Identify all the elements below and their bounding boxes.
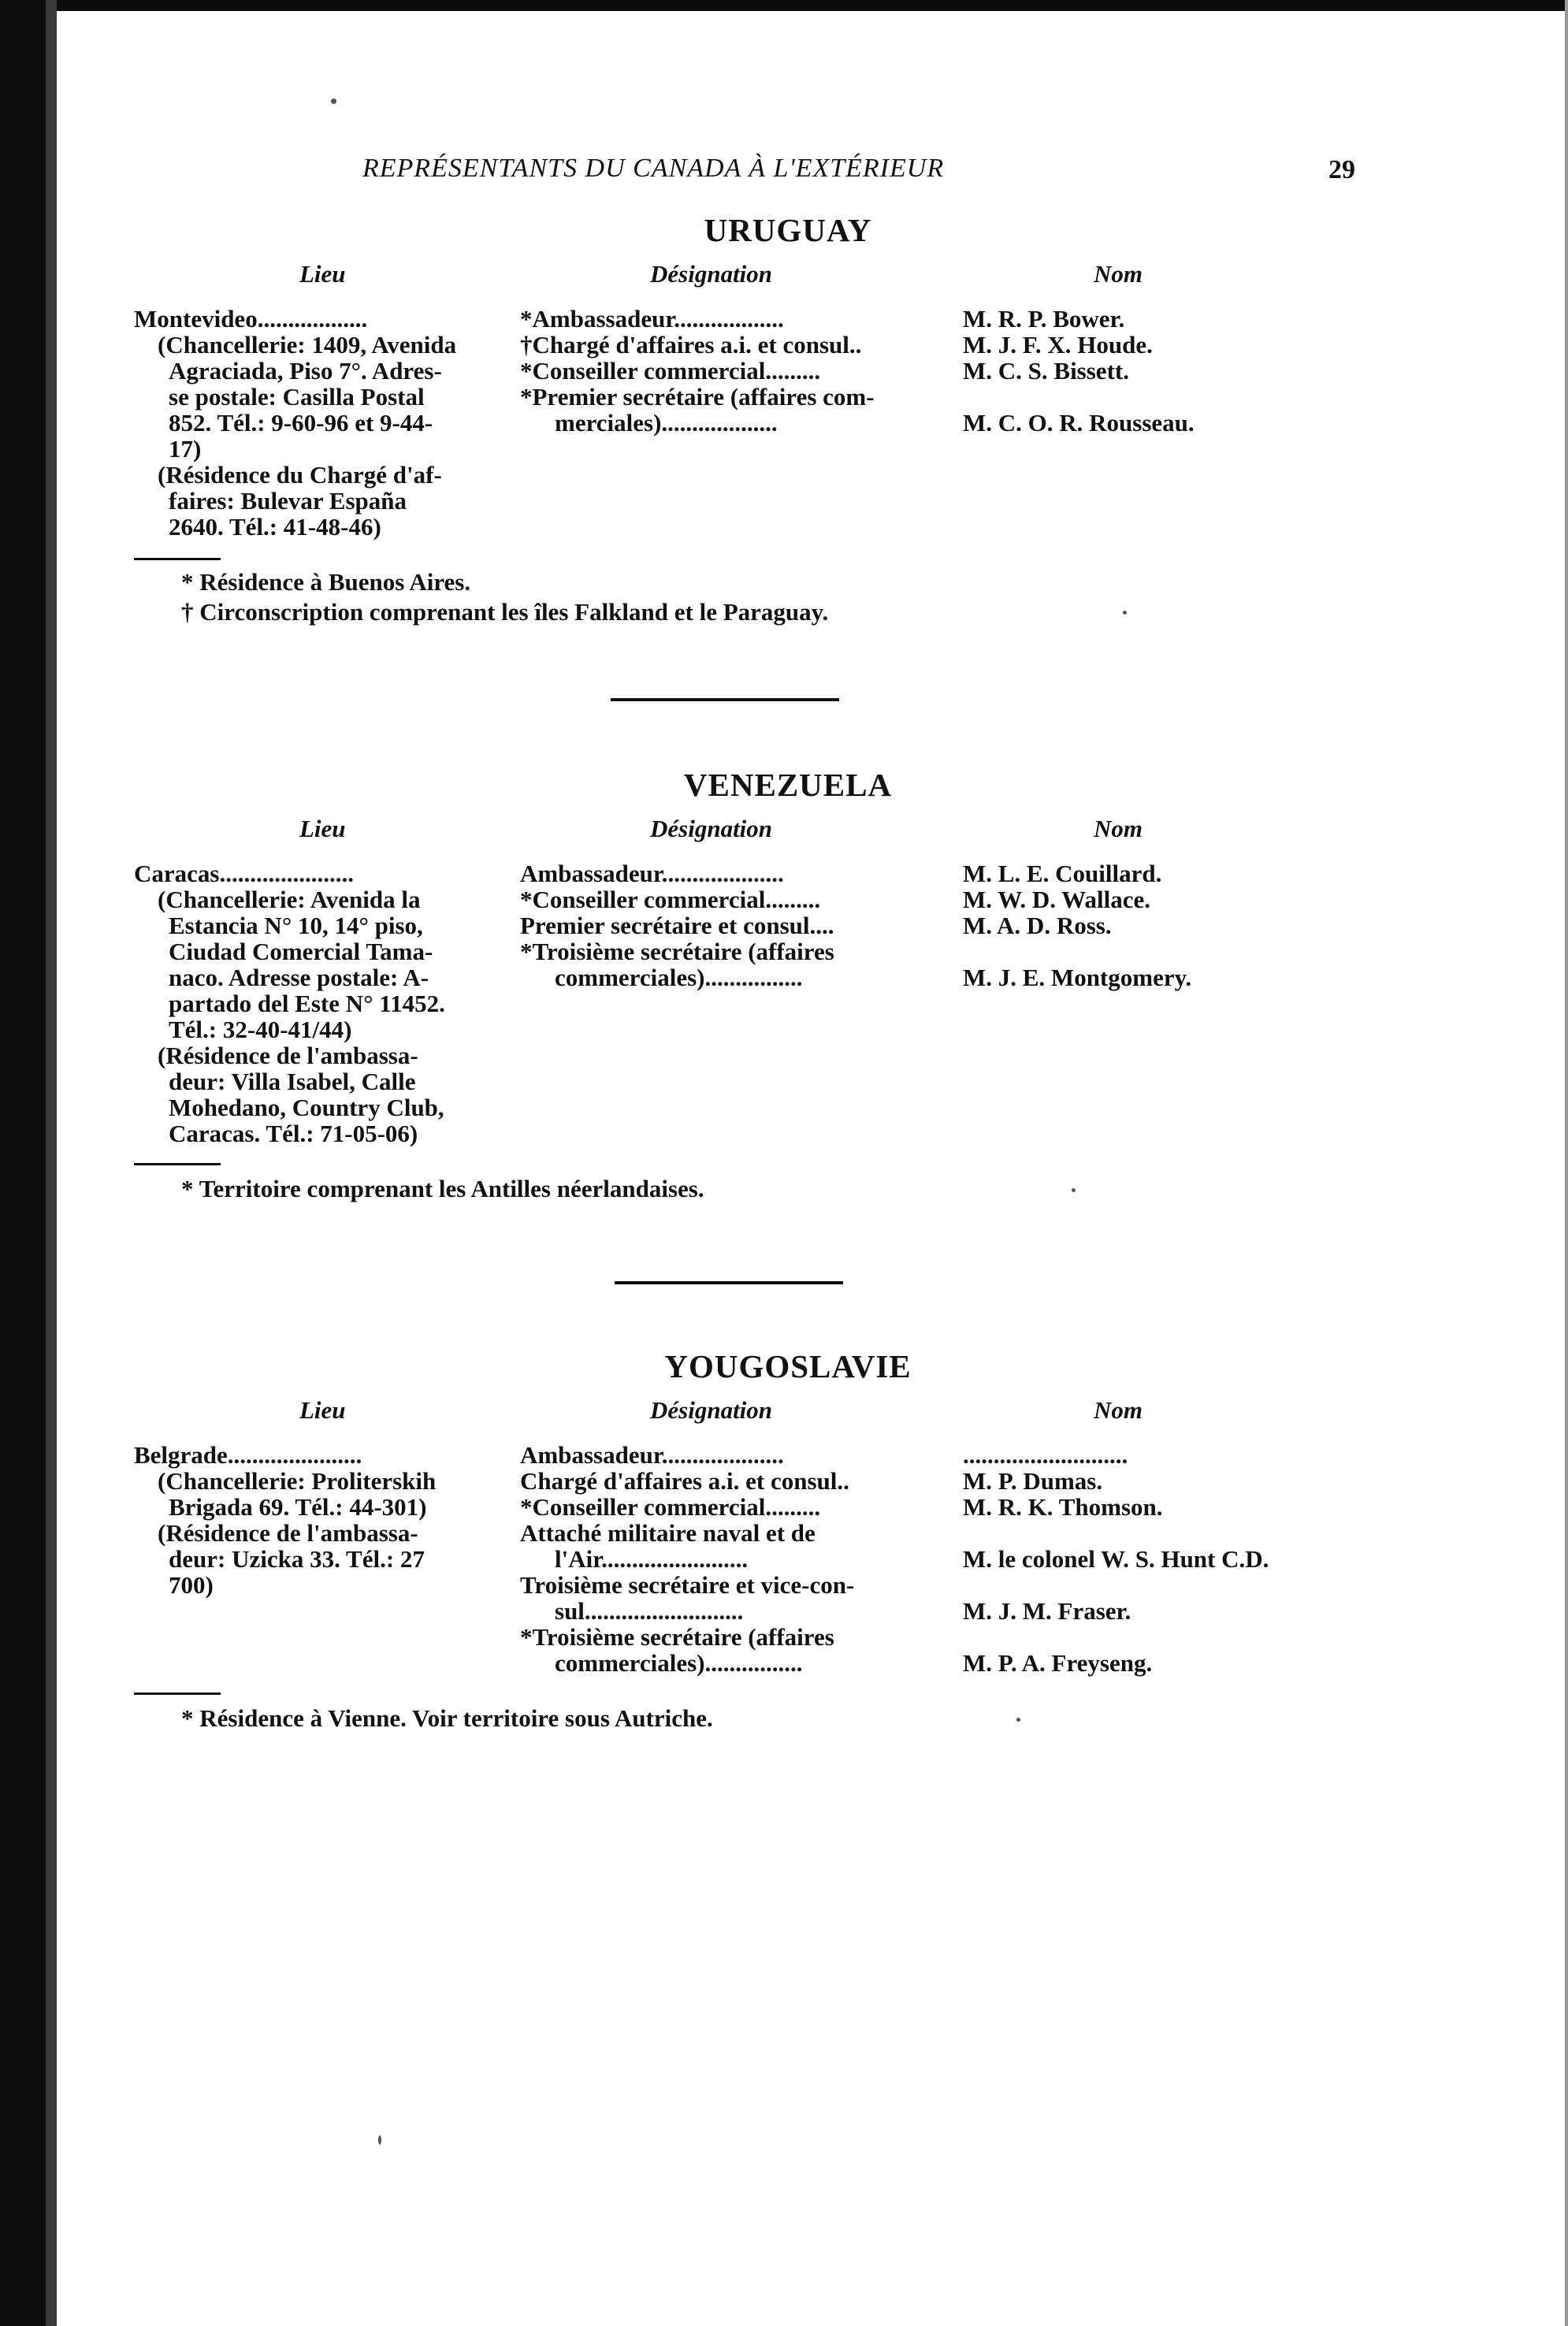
nom-line: M. J. F. X. Houde. <box>963 331 1153 359</box>
designation-line: *Conseiller commercial......... <box>520 357 821 385</box>
country-title: URUGUAY <box>704 212 872 248</box>
nom-column <box>963 306 1373 436</box>
footnote: † Circonscription comprenant les îles Falkland et le Paraguay. <box>181 598 829 626</box>
col-header-nom: Nom <box>1094 1396 1143 1424</box>
designation-line: *Premier secrétaire (affaires com- <box>520 383 875 411</box>
nom-line: M. R. P. Bower. <box>963 305 1125 333</box>
designation-line: commerciales)................ <box>555 964 803 991</box>
footnotes <box>181 567 828 627</box>
lieu-line: 17) <box>169 435 202 463</box>
nom-line: M. C. S. Bissett. <box>963 357 1129 385</box>
lieu-line: (Chancellerie: 1409, Avenida <box>158 331 457 359</box>
col-header-designation: Désignation <box>650 815 773 842</box>
scan-speck <box>1123 611 1127 615</box>
lieu-line: (Chancellerie: Proliterskih <box>158 1467 437 1495</box>
nom-line: M. W. D. Wallace. <box>963 886 1150 913</box>
nom-line: M. P. Dumas. <box>963 1467 1103 1495</box>
col-header-lieu: Lieu <box>299 1396 346 1424</box>
designation-line: Chargé d'affaires a.i. et consul.. <box>520 1467 849 1495</box>
nom-line: M. L. E. Couillard. <box>963 860 1162 887</box>
designation-line: *Ambassadeur.................. <box>520 305 784 333</box>
lieu-line: Belgrade...................... <box>134 1441 362 1469</box>
nom-line: M. J. E. Montgomery. <box>963 964 1192 991</box>
scan-speck <box>1072 1188 1076 1192</box>
country-title: YOUGOSLAVIE <box>664 1348 912 1384</box>
column-headers <box>134 1396 1347 1434</box>
scan-speck <box>331 98 336 104</box>
lieu-line: naco. Adresse postale: A- <box>169 964 429 991</box>
nom-line <box>963 1520 1373 1546</box>
lieu-line: partado del Este N° 11452. <box>169 990 445 1017</box>
page-header <box>126 154 1355 193</box>
lieu-line: (Résidence de l'ambassa- <box>158 1519 418 1547</box>
footnotes <box>181 1174 704 1204</box>
lieu-line: Agraciada, Piso 7°. Adres- <box>169 357 442 385</box>
lieu-line: Caracas. Tél.: 71-05-06) <box>169 1120 418 1147</box>
footnotes <box>181 1704 713 1733</box>
lieu-column <box>134 306 508 540</box>
designation-line: Ambassadeur.................... <box>520 860 784 887</box>
designation-line: Ambassadeur.................... <box>520 1441 784 1469</box>
designation-line: Attaché militaire naval et de <box>520 1519 816 1547</box>
designation-line: *Conseiller commercial......... <box>520 886 821 913</box>
scan-top-border <box>0 0 1568 11</box>
lieu-line: 852. Tél.: 9-60-96 et 9-44- <box>169 409 433 437</box>
nom-line: M. C. O. R. Rousseau. <box>963 409 1195 437</box>
designation-line: Premier secrétaire et consul.... <box>520 912 834 939</box>
lieu-line: Caracas...................... <box>134 860 354 887</box>
col-header-designation: Désignation <box>650 260 773 288</box>
designation-line: *Troisième secrétaire (affaires <box>520 938 834 965</box>
nom-line <box>963 384 1373 410</box>
lieu-line: Tél.: 32-40-41/44) <box>169 1016 352 1043</box>
nom-line: M. R. K. Thomson. <box>963 1493 1163 1521</box>
nom-line <box>963 1572 1373 1598</box>
section-separator <box>615 1281 843 1284</box>
col-header-nom: Nom <box>1094 815 1143 842</box>
footnote-rule <box>134 558 221 560</box>
footnote: * Résidence à Vienne. Voir territoire sous Autriche. <box>181 1704 713 1732</box>
scan-binding-shadow <box>46 0 57 2326</box>
lieu-column <box>134 1442 508 1598</box>
lieu-line: (Chancellerie: Avenida la <box>158 886 421 913</box>
lieu-line: deur: Uzicka 33. Tél.: 27 <box>169 1545 425 1573</box>
running-title: REPRÉSENTANTS DU CANADA À L'EXTÉRIEUR <box>362 154 945 183</box>
col-header-nom: Nom <box>1094 260 1143 288</box>
column-headers <box>134 260 1347 298</box>
nom-line <box>963 1624 1373 1650</box>
nom-line <box>963 938 1373 964</box>
scan-speck <box>378 2135 381 2145</box>
nom-line: M. le colonel W. S. Hunt C.D. <box>963 1545 1269 1573</box>
lieu-line: se postale: Casilla Postal <box>169 383 425 411</box>
designation-line: l'Air........................ <box>555 1545 749 1573</box>
section-separator <box>611 698 839 701</box>
lieu-line: Estancia N° 10, 14° piso, <box>169 912 423 939</box>
designation-line: merciales)................... <box>555 409 778 437</box>
lieu-line: Brigada 69. Tél.: 44-301) <box>169 1493 427 1521</box>
column-headers <box>134 815 1347 853</box>
footnote: * Territoire comprenant les Antilles néerlandaises. <box>181 1175 704 1202</box>
lieu-line: 700) <box>169 1571 214 1599</box>
col-header-designation: Désignation <box>650 1396 773 1424</box>
designation-line: *Conseiller commercial......... <box>520 1493 821 1521</box>
col-header-lieu: Lieu <box>299 815 346 842</box>
nom-column <box>963 1442 1373 1676</box>
lieu-line: Montevideo.................. <box>134 305 368 333</box>
lieu-line: faires: Bulevar España <box>169 487 407 515</box>
footnote: * Résidence à Buenos Aires. <box>181 568 471 596</box>
section-uruguay <box>134 211 1347 626</box>
country-title: VENEZUELA <box>683 767 893 803</box>
designation-line: †Chargé d'affaires a.i. et consul.. <box>520 331 862 359</box>
page-number: 29 <box>1328 155 1355 184</box>
lieu-line: Mohedano, Country Club, <box>169 1094 444 1121</box>
nom-line: M. P. A. Freyseng. <box>963 1649 1153 1677</box>
lieu-line: (Résidence du Chargé d'af- <box>158 461 442 489</box>
footnote-rule <box>134 1163 221 1165</box>
lieu-line: 2640. Tél.: 41-48-46) <box>169 513 381 541</box>
lieu-line: deur: Villa Isabel, Calle <box>169 1068 416 1095</box>
section-venezuela <box>134 766 1347 1202</box>
designation-line: commerciales)................ <box>555 1649 803 1677</box>
scan-binding-edge <box>0 0 46 2326</box>
lieu-line: Ciudad Comercial Tama- <box>169 938 433 965</box>
scan-speck <box>1016 1718 1020 1722</box>
nom-line: ........................... <box>963 1441 1128 1469</box>
lieu-column <box>134 860 508 1146</box>
scan-right-edge <box>1565 0 1568 2326</box>
nom-column <box>963 860 1373 990</box>
col-header-lieu: Lieu <box>299 260 346 288</box>
nom-line: M. A. D. Ross. <box>963 912 1112 939</box>
designation-line: Troisième secrétaire et vice-con- <box>520 1571 855 1599</box>
footnote-rule <box>134 1692 221 1695</box>
section-yougoslavie <box>134 1347 1347 1732</box>
designation-line: *Troisième secrétaire (affaires <box>520 1623 834 1651</box>
nom-line: M. J. M. Fraser. <box>963 1597 1131 1625</box>
lieu-line: (Résidence de l'ambassa- <box>158 1042 418 1069</box>
designation-line: sul.......................... <box>555 1597 744 1625</box>
